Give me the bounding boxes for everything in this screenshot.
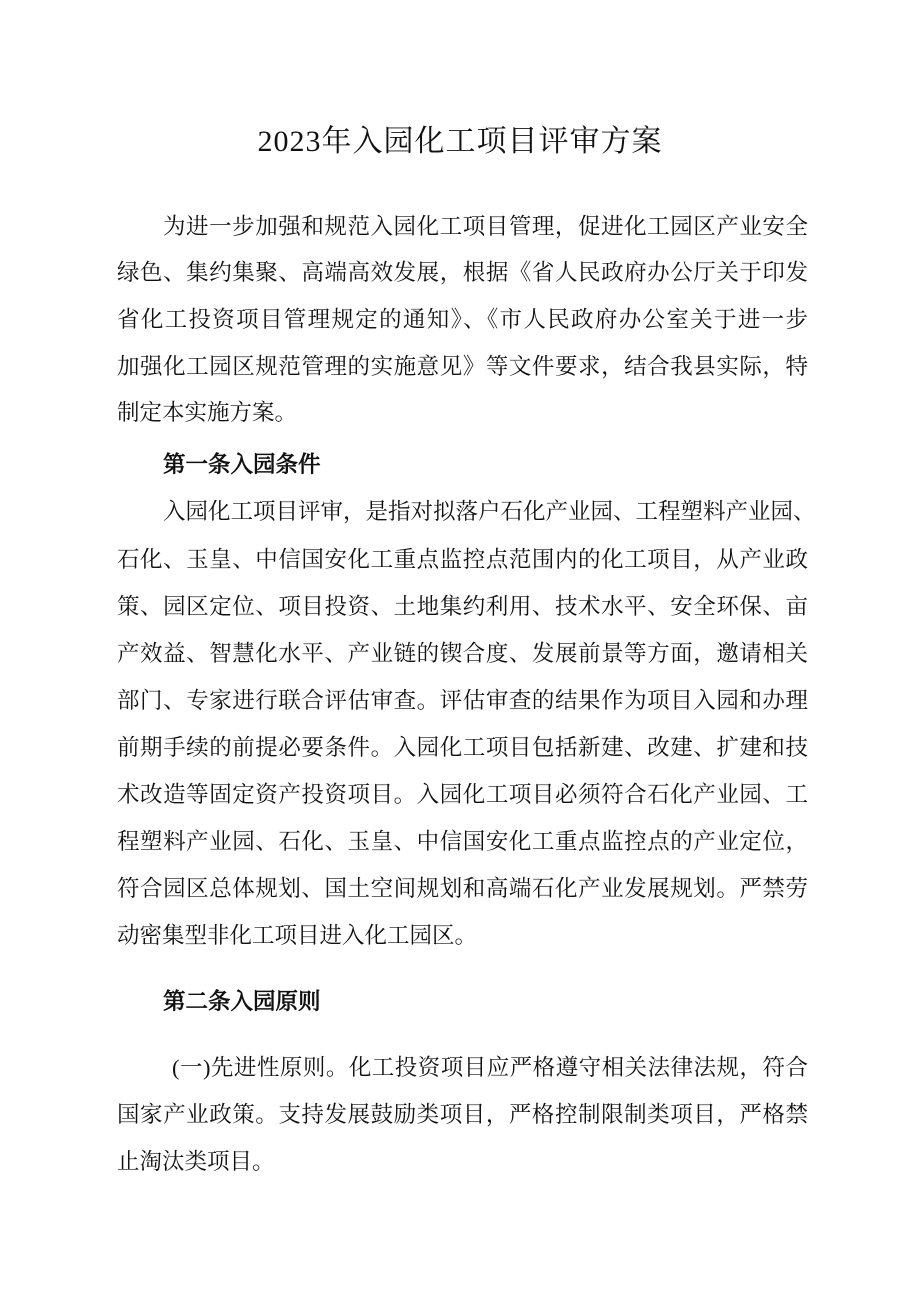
text-line: 入园化工项目评审，是指对拟落户石化产业园、工程塑料产业园、 [163,499,816,524]
section-heading-1: 第一条入园条件 [163,452,321,477]
text-line: 国家产业政策。支持发展鼓励类项目，严格控制限制类项目，严格禁 [117,1102,808,1127]
text-line: 部门、专家进行联合评估审查。评估审查的结果作为项目入园和办理 [117,688,808,713]
text-line: 绿色、集约集聚、高端高效发展，根据《省人民政府办公厅关于印发 [117,260,808,285]
text-line: 石化、玉皇、中信国安化工重点监控点范围内的化工项目，从产业政 [117,547,808,572]
text-line: 符合园区总体规划、国土空间规划和高端石化产业发展规划。严禁劳 [117,876,808,901]
text-line: 前期手续的前提必要条件。入园化工项目包括新建、改建、扩建和技 [117,735,808,760]
text-line: 制定本实施方案。 [117,400,298,425]
text-line: 术改造等固定资产投资项目。入园化工项目必须符合石化产业园、工 [117,782,808,807]
document-title: 2023年入园化工项目评审方案 [257,125,663,158]
text-line: 省化工投资项目管理规定的通知》、《市人民政府办公室关于进一步 [117,307,808,332]
text-line: 产效益、智慧化水平、产业链的锲合度、发展前景等方面，邀请相关 [117,641,808,666]
text-line: 为进一步加强和规范入园化工项目管理，促进化工园区产业安全 [163,214,808,239]
text-line: 加强化工园区规范管理的实施意见》等文件要求，结合我县实际，特 [117,354,808,379]
text-line: 动密集型非化工项目进入化工园区。 [117,923,478,948]
text-line: 程塑料产业园、石化、玉皇、中信国安化工重点监控点的产业定位， [117,829,808,854]
text-line: 止淘汰类项目。 [117,1149,275,1174]
section-heading-2: 第二条入园原则 [163,989,321,1014]
text-line: 策、园区定位、项目投资、土地集约利用、技术水平、安全环保、亩 [117,594,808,619]
text-line: (一)先进性原则。化工投资项目应严格遵守相关法律法规，符合 [172,1055,808,1080]
